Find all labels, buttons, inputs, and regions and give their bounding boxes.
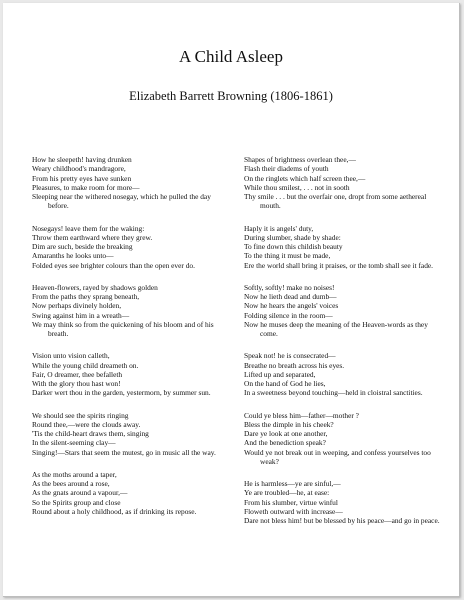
poem-line: Bless the dimple in his cheek?	[244, 419, 334, 429]
poem-line: 'Tis the child-heart draws them, singing	[32, 429, 149, 438]
poem-line: While thou smilest, . . . not in sooth	[244, 182, 350, 192]
poem-line: As the gnats around a vapour,—	[32, 488, 128, 498]
poem-line: Vision unto vision calleth,	[32, 351, 110, 361]
poem-line: Lifted up and separated,	[244, 369, 316, 379]
poem-line: We should see the spirits ringing	[32, 410, 129, 420]
poem-line: From his pretty eyes have sunken	[32, 173, 132, 183]
poem-line: In a sweetness beyond touching—held in cloistral sanctities.	[244, 388, 423, 398]
poem-line: Weary childhood's mandragore,	[32, 164, 126, 174]
poem-line: Now he hears the angels' voices	[244, 301, 339, 311]
poem-line: To fine down this childish beauty	[244, 242, 343, 251]
poem-line: On the hand of God he lies,	[244, 379, 326, 388]
poem-line: Dare ye look at one another,	[244, 429, 328, 438]
poem-line: To the thing it must be made,	[244, 251, 331, 261]
poem-line: Folded eyes see brighter colours than the open ever do.	[32, 260, 195, 270]
poem-line: As the moths around a taper,	[32, 469, 117, 479]
poem-line: Ere the world shall bring it praises, or the tomb shall see it fade.	[244, 260, 434, 270]
right-column	[244, 155, 440, 538]
stanza	[32, 283, 228, 339]
poem-line: Dim are such, beside the breaking	[32, 242, 133, 251]
poem-line: On the ringlets which half screen thee,—	[244, 173, 366, 183]
poem-line: In the silent-seeming clay—	[32, 438, 116, 448]
poem-line: Ye are troubled—he, at ease:	[244, 488, 330, 498]
poem-line: He is harmless—ye are sinful,—	[244, 479, 341, 488]
left-column	[32, 155, 228, 529]
stanza	[244, 283, 440, 339]
poem-line: Round about a holy childhood, as if drinking its repose.	[32, 506, 197, 516]
poem-line: Could ye bless him—father—mother ?	[244, 410, 359, 420]
poem-line: Breathe no breath across his eyes.	[244, 360, 345, 370]
stanza	[32, 224, 228, 270]
poem-line: We may think so from the quickening of his bloom and of his breath.	[32, 319, 214, 338]
poem-line: Would ye not break out in weeping, and confess yourselves too weak?	[244, 447, 431, 466]
poem-line: Singing!—Stars that seem the mutest, go in music all the way.	[32, 447, 216, 457]
poem-line: Sleeping near the withered nosegay, which he pulled the day before.	[32, 192, 211, 211]
poem-line: Nosegays! leave them for the waking:	[32, 223, 145, 233]
poem-line: From the paths they sprang beneath,	[32, 292, 140, 301]
poem-line: Heaven-flowers, rayed by shadows golden	[32, 282, 158, 292]
poem-line: Now he muses deep the meaning of the Heaven-words as they come.	[244, 319, 428, 338]
poem-line: Dare not bless him! but be blessed by his peace—and go in peace.	[244, 516, 440, 525]
poem-line: So the Spirits group and close	[32, 497, 121, 507]
poem-line: Fair, O dreamer, thee befalleth	[32, 369, 123, 379]
poem-author: Elizabeth Barrett Browning (1806-1861)	[129, 89, 333, 103]
poem-line: Darker wert thou in the garden, yestermorn, by summer sun.	[32, 388, 211, 398]
poem-line: Thy smile . . . but the overfair one, dropt from some aethereal mouth.	[244, 192, 427, 211]
stanza	[32, 155, 228, 211]
poem-line: Swing against him in a wreath—	[32, 310, 130, 320]
stanza	[244, 224, 440, 270]
stanza	[244, 479, 440, 525]
poem-line: Now perhaps divinely holden,	[32, 301, 122, 311]
stanza	[244, 411, 440, 467]
poem-line: Folding silence in the room—	[244, 310, 333, 320]
stanza	[244, 155, 440, 211]
poem-line: During slumber, shade by shade:	[244, 232, 341, 242]
poem-line: Now he lieth dead and dumb—	[244, 292, 337, 301]
poem-line: Haply it is angels' duty,	[244, 223, 314, 233]
poem-line: And the benediction speak?	[244, 438, 326, 448]
poem-line: Shapes of brightness overlean thee,—	[244, 155, 356, 164]
stanza	[32, 351, 228, 397]
poem-line: Throw them earthward where they grew.	[32, 232, 153, 242]
poem-line: With the glory thou hast won!	[32, 379, 121, 388]
poem-line: Flash their diadems of youth	[244, 164, 329, 174]
stanza	[32, 411, 228, 457]
poem-line: Round thee,—were the clouds away.	[32, 419, 141, 429]
poem-line: From his slumber, virtue winful	[244, 497, 338, 507]
stanza	[244, 351, 440, 397]
stanza	[32, 470, 228, 516]
poem-line: Speak not! he is consecrated—	[244, 351, 336, 361]
poem-line: While the young child dreameth on.	[32, 360, 139, 370]
poem-line: As the bees around a rose,	[32, 479, 110, 488]
poem-title: A Child Asleep	[179, 47, 283, 66]
document-page	[3, 3, 460, 597]
poem-line: Floweth outward with increase—	[244, 506, 343, 516]
poem-line: Amaranths he looks unto—	[32, 251, 114, 261]
poem-line: Softly, softly! make no noises!	[244, 282, 335, 292]
poem-line: Pleasures, to make room for more—	[32, 182, 140, 192]
poem-line: How he sleepeth! having drunken	[32, 155, 132, 164]
